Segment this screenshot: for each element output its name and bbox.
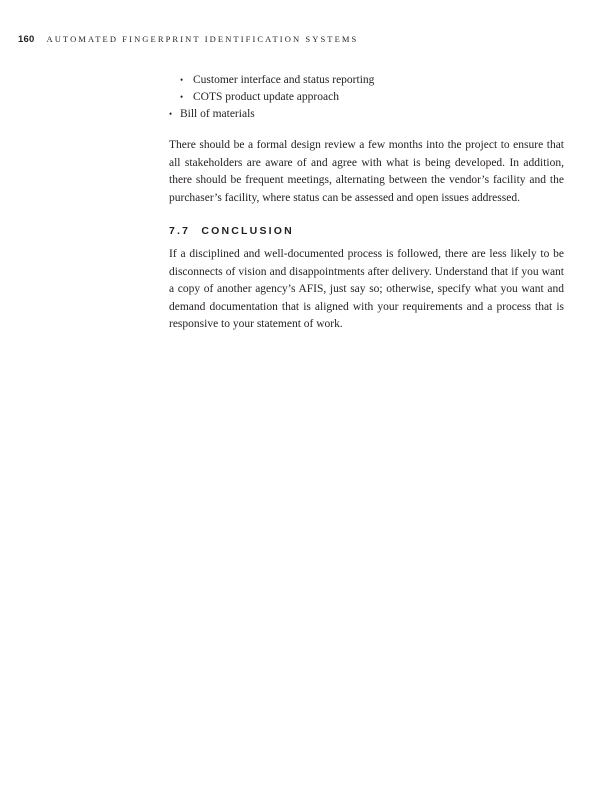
body-paragraph: There should be a formal design review a few months into the project to ensure that all stakeholders are aware of and agree with what is being developed. In addition, there should be frequent meetings, alternating between the vendor’s facility and the purchaser’s facility, where status can be assessed and open issues addressed. (169, 139, 564, 204)
section-heading (169, 224, 564, 238)
page-number: 160 (18, 34, 35, 45)
list-item-text: COTS product update approach (193, 91, 339, 103)
list-item (169, 72, 564, 89)
list-item (169, 89, 564, 106)
page-body (169, 72, 564, 334)
conclusion-paragraph: If a disciplined and well-documented process is followed, there are less likely to be disconnects of vision and disappointments after delivery. Understand that if you want a copy of another agency’s AFIS, just say so; otherwise, specify what you want and demand documentation that is aligned with your requirements and a process that is responsive to your statement of work. (169, 248, 564, 330)
bullet-icon: • (180, 92, 184, 102)
list-item-text: Customer interface and status reporting (193, 74, 375, 86)
running-head (18, 29, 358, 47)
bullet-icon: • (169, 109, 173, 119)
bullet-icon: • (180, 75, 184, 85)
list-item-text: Bill of materials (180, 108, 255, 120)
bullet-list (169, 72, 564, 123)
list-item (169, 106, 564, 123)
section-title: CONCLUSION (201, 225, 294, 237)
section-number: 7.7 (169, 225, 191, 237)
running-title: AUTOMATED FINGERPRINT IDENTIFICATION SYSTEMS (46, 34, 359, 44)
